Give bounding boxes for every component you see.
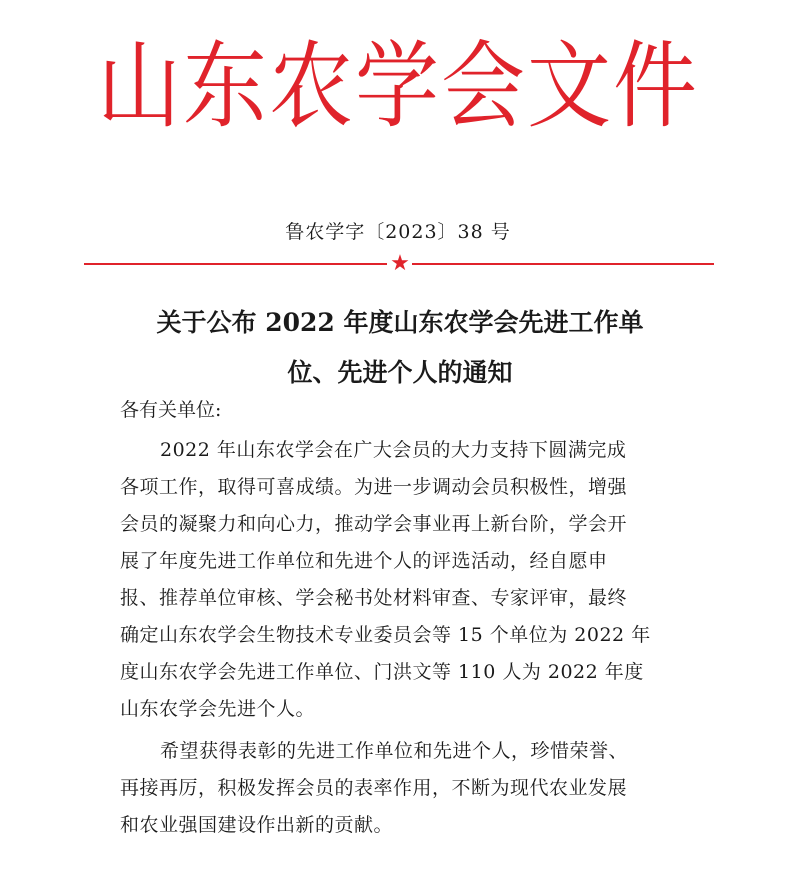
paragraph-line: 会员的凝聚力和向心力，推动学会事业再上新台阶，学会开 xyxy=(120,513,628,535)
notice-title-line: 关于公布 2022 年度山东农学会先进工作单 xyxy=(156,308,644,337)
document-number: 鲁农学字〔2023〕38 号 xyxy=(285,221,511,243)
paragraph-line: 展了年度先进工作单位和先进个人的评选活动，经自愿申 xyxy=(120,550,608,572)
body-paragraph-2 xyxy=(120,733,680,844)
paragraph-line: 和农业强国建设作出新的贡献。 xyxy=(120,814,394,836)
paragraph-line: 山东农学会先进个人。 xyxy=(120,698,316,720)
star-icon: ★ xyxy=(390,251,410,276)
paragraph-line: 2022 年山东农学会在广大会员的大力支持下圆满完成 xyxy=(160,439,627,461)
body-paragraph-1 xyxy=(120,432,680,728)
paragraph-line: 报、推荐单位审核、学会秘书处材料审查、专家评审，最终 xyxy=(120,587,628,609)
salutation: 各有关单位: xyxy=(120,399,222,421)
paragraph-line: 确定山东农学会生物技术专业委员会等 15 个单位为 2022 年 xyxy=(120,624,651,646)
paragraph-line: 各项工作，取得可喜成绩。为进一步调动会员积极性，增强 xyxy=(120,476,628,498)
header-divider-right xyxy=(412,263,714,265)
paragraph-line: 希望获得表彰的先进工作单位和先进个人，珍惜荣誉、 xyxy=(160,740,629,762)
paragraph-line: 再接再厉，积极发挥会员的表率作用，不断为现代农业发展 xyxy=(120,777,628,799)
header-divider-left xyxy=(84,263,387,265)
document-header-title: 山东农学会文件 xyxy=(96,31,699,141)
paragraph-line: 度山东农学会先进工作单位、门洪文等 110 人为 2022 年度 xyxy=(120,661,644,683)
notice-title xyxy=(110,298,690,398)
notice-title-line: 位、先进个人的通知 xyxy=(287,358,513,387)
